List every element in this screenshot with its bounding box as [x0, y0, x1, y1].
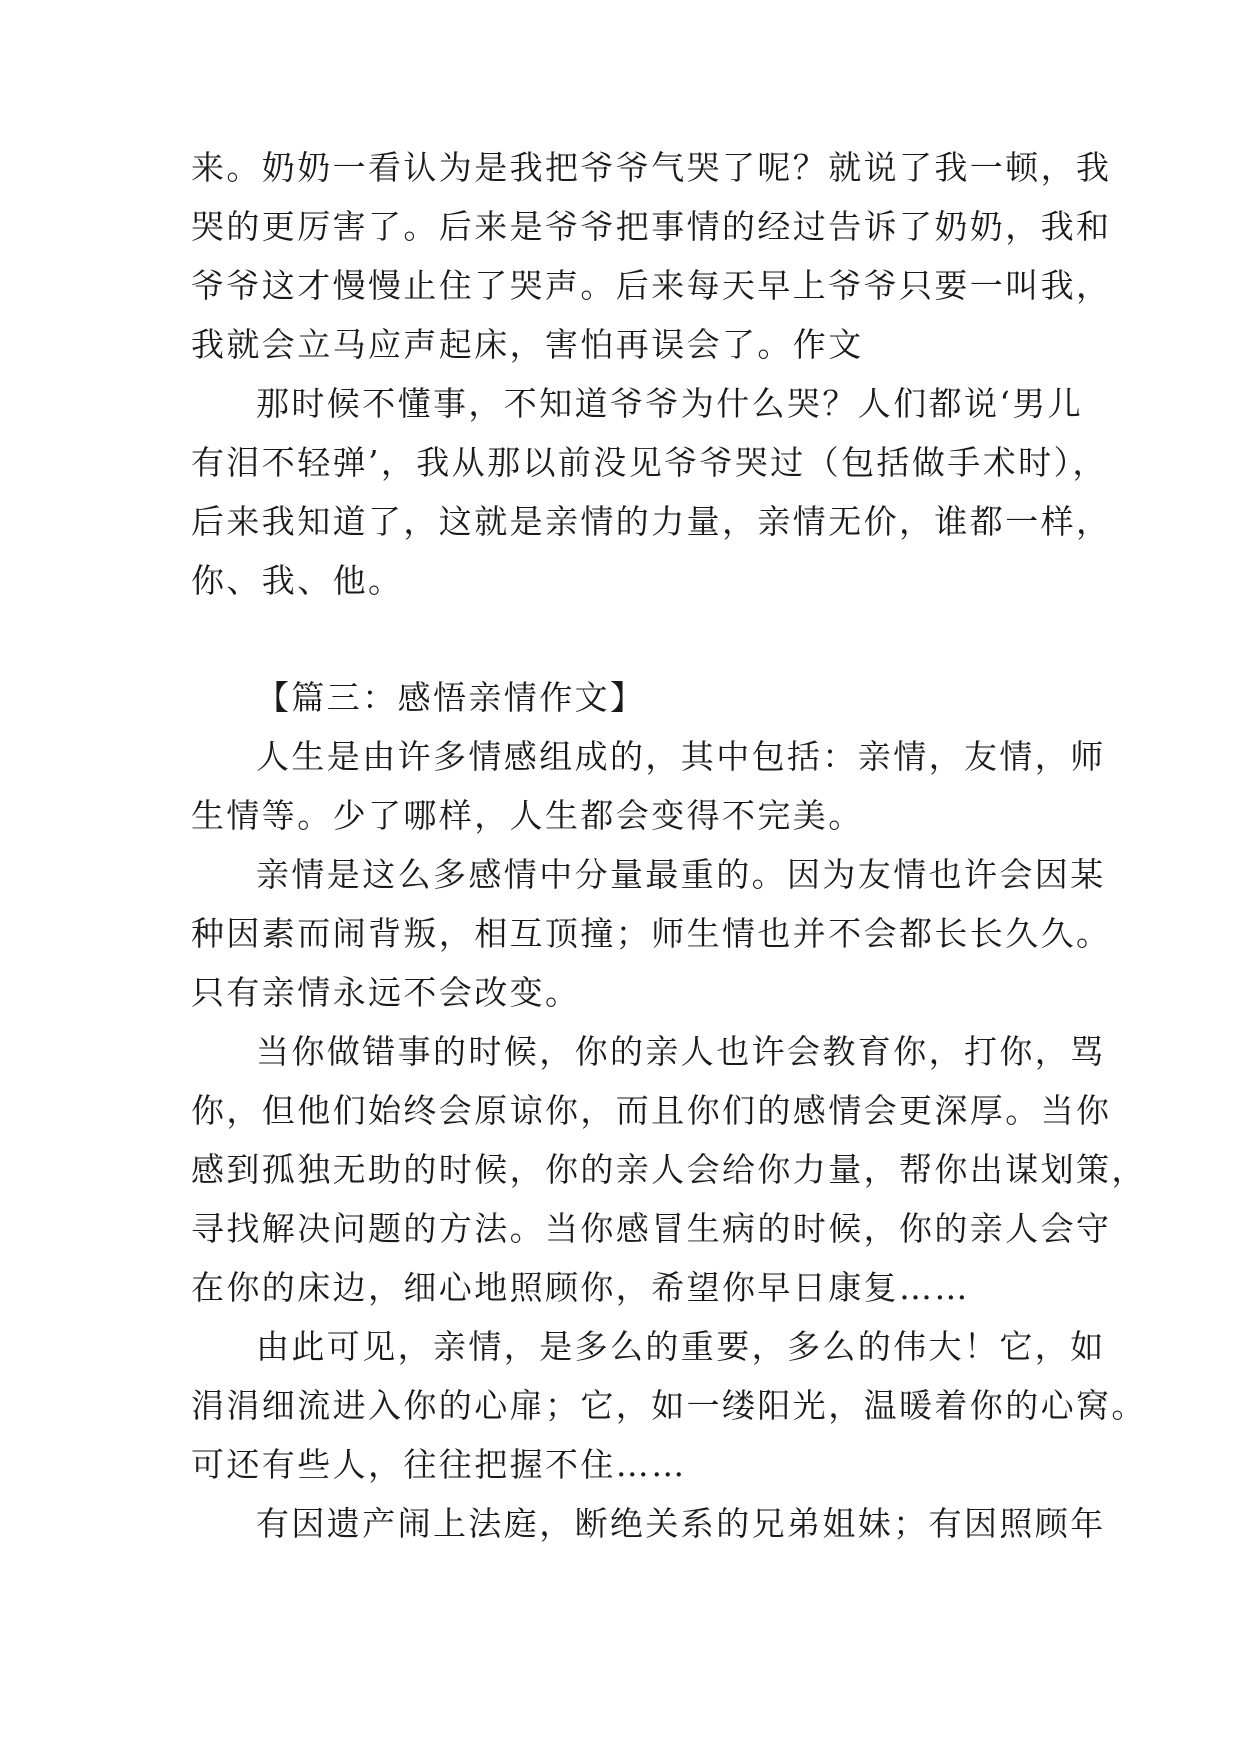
text-line: 当你做错事的时候，你的亲人也许会教育你，打你，骂: [256, 1032, 1106, 1071]
text-line: 爷爷这才慢慢止住了哭声。后来每天早上爷爷只要一叫我，: [191, 266, 1112, 305]
text-line: 只有亲情永远不会改变。: [191, 973, 581, 1012]
text-line: 我就会立马应声起床，害怕再误会了。作文: [191, 325, 864, 364]
text-line: 来。奶奶一看认为是我把爷爷气哭了呢？就说了我一顿，我: [191, 148, 1112, 187]
text-line: 你，但他们始终会原谅你，而且你们的感情会更深厚。当你: [191, 1091, 1112, 1130]
text-line: 那时候不懂事，不知道爷爷为什么哭？人们都说‘男儿: [256, 384, 1084, 423]
text-line: 人生是由许多情感组成的，其中包括：亲情，友情，师: [256, 737, 1106, 776]
text-line: 可还有些人，往往把握不住……: [191, 1445, 687, 1484]
text-line: 由此可见，亲情，是多么的重要，多么的伟大！它，如: [256, 1327, 1106, 1366]
text-line: 哭的更厉害了。后来是爷爷把事情的经过告诉了奶奶，我和: [191, 207, 1112, 246]
text-line: 后来我知道了，这就是亲情的力量，亲情无价，谁都一样，: [191, 502, 1112, 541]
section-heading: 【篇三：感悟亲情作文】: [256, 678, 646, 717]
text-line: 在你的床边，细心地照顾你，希望你早日康复……: [191, 1268, 970, 1307]
text-line: 亲情是这么多感情中分量最重的。因为友情也许会因某: [256, 855, 1106, 894]
text-line: 生情等。少了哪样，人生都会变得不完美。: [191, 796, 864, 835]
text-line: 种因素而闹背叛，相互顶撞；师生情也并不会都长长久久。: [191, 914, 1112, 953]
text-line: 你、我、他。: [191, 561, 404, 600]
text-line: 有因遗产闹上法庭，断绝关系的兄弟姐妹；有因照顾年: [256, 1504, 1106, 1543]
text-line: 有泪不轻弹’，我从那以前没见爷爷哭过（包括做手术时），: [191, 443, 1108, 482]
text-line: 感到孤独无助的时候，你的亲人会给你力量，帮你出谋划策，: [191, 1150, 1147, 1189]
text-line: 寻找解决问题的方法。当你感冒生病的时候，你的亲人会守: [191, 1209, 1112, 1248]
text-line: 涓涓细流进入你的心扉；它，如一缕阳光，温暖着你的心窝。: [191, 1386, 1147, 1425]
